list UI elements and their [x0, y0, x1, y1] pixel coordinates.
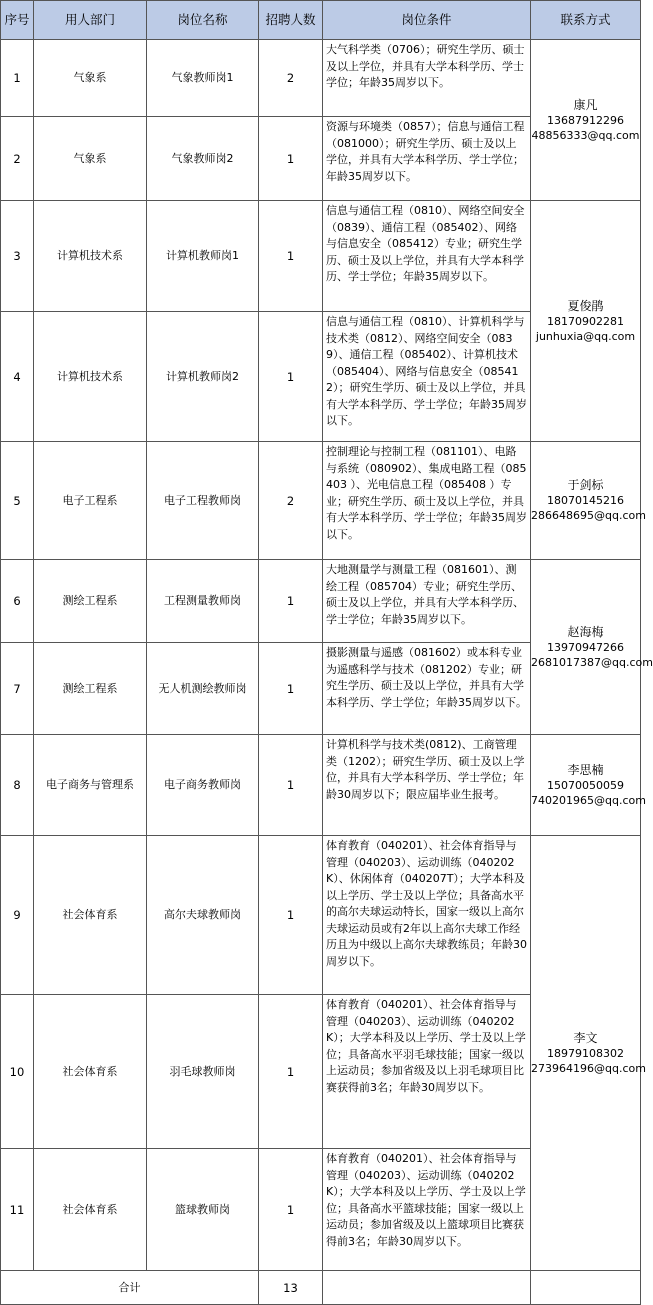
- contact-cell: [531, 560, 653, 735]
- total-empty: [531, 1271, 641, 1305]
- row-no: 9: [1, 836, 34, 995]
- row-post: 计算机教师岗2: [147, 312, 259, 442]
- row-dept: 计算机技术系: [34, 201, 147, 312]
- contact-email: 286648695@qq.com: [531, 509, 646, 522]
- row-post: 计算机教师岗1: [147, 201, 259, 312]
- row-conditions: 体育教育（040201）、社会体育指导与管理（040203）、运动训练（040202K）；大学本科及以上学历、学士及以上学位；具备高水平篮球技能；国家一级以上运动员；参加省级及以上篮球项目比赛获得前3名；年龄30周岁以下。: [323, 1149, 531, 1271]
- row-dept: 测绘工程系: [34, 643, 147, 735]
- contact-name: 夏俊鹃: [567, 298, 604, 313]
- header-count: 招聘人数: [259, 1, 323, 40]
- row-count: 2: [259, 40, 323, 117]
- row-count: 1: [259, 836, 323, 995]
- row-no: 10: [1, 995, 34, 1149]
- row-no: 1: [1, 40, 34, 117]
- row-dept: 气象系: [34, 40, 147, 117]
- row-count: 2: [259, 442, 323, 560]
- contact-cell: [531, 836, 646, 1271]
- total-row: [1, 1271, 641, 1305]
- row-conditions: 大地测量学与测量工程（081601）、测绘工程（085704）专业；研究生学历、硕士及以上学位，并具有大学本科学历、学士学位；年龄35周岁以下。: [323, 560, 531, 643]
- row-dept: 计算机技术系: [34, 312, 147, 442]
- row-count: 1: [259, 201, 323, 312]
- table-row: [1, 40, 641, 117]
- contact-name: 康凡: [573, 97, 598, 112]
- row-no: 4: [1, 312, 34, 442]
- contact-name: 赵海梅: [567, 624, 604, 639]
- total-empty: [323, 1271, 531, 1305]
- row-dept: 社会体育系: [34, 836, 147, 995]
- contact-cell: [531, 442, 646, 560]
- table-row: [1, 201, 641, 312]
- row-count: 1: [259, 1149, 323, 1271]
- contact-cell: [531, 201, 641, 442]
- row-no: 8: [1, 735, 34, 836]
- header-post: 岗位名称: [147, 1, 259, 40]
- contact-cell: [531, 735, 646, 836]
- row-conditions: 摄影测量与遥感（081602）或本科专业为遥感科学与技术（081202）专业；研究生学历、硕士及以上学位，并具有大学本科学历、学士学位；年龄35周岁以下。: [323, 643, 531, 735]
- contact-phone: 18979108302: [547, 1046, 624, 1060]
- contact-email: 273964196@qq.com: [531, 1061, 646, 1075]
- contact-phone: 15070050059: [547, 778, 624, 792]
- row-no: 3: [1, 201, 34, 312]
- row-conditions: 体育教育（040201）、社会体育指导与管理（040203）、运动训练（040202K）；大学本科及以上学历、学士及以上学位；具备高水平羽毛球技能；国家一级以上运动员；参加省级及以上羽毛球项目比赛获得前3名；年龄30周岁以下。: [323, 995, 531, 1149]
- header-dept: 用人部门: [34, 1, 147, 40]
- row-conditions: 信息与通信工程（0810）、计算机科学与技术类（0812）、网络空间安全（0839）、通信工程（085402）、计算机技术（085404）、网络与信息安全（085412）；研究生学历、硕士及以上学位，并具有大学本科学历、学士学位；年龄35周岁以下。: [323, 312, 531, 442]
- table-row: [1, 836, 641, 995]
- contact-cell: [531, 40, 641, 201]
- row-dept: 电子商务与管理系: [34, 735, 147, 836]
- row-conditions: 体育教育（040201）、社会体育指导与管理（040203）、运动训练（040202K）、休闲体育（040207T）；大学本科及以上学历、学士及以上学位；具备高水平的高尔夫球运动特长，国家一级以上高尔夫球运动员或有2年以上高尔夫球工作经历且为中级以上高尔夫球教练员；年龄30周岁以下。: [323, 836, 531, 995]
- row-no: 11: [1, 1149, 34, 1271]
- row-count: 1: [259, 735, 323, 836]
- table-row: [1, 735, 641, 836]
- contact-name: 李思楠: [567, 762, 604, 777]
- row-no: 2: [1, 117, 34, 201]
- row-dept: 社会体育系: [34, 995, 147, 1149]
- contact-name: 李文: [573, 1030, 598, 1045]
- row-post: 工程测量教师岗: [147, 560, 259, 643]
- row-dept: 气象系: [34, 117, 147, 201]
- row-count: 1: [259, 117, 323, 201]
- contact-email: 48856333@qq.com: [531, 128, 640, 142]
- contact-email: 2681017387@qq.com: [531, 655, 653, 669]
- contact-phone: 13687912296: [547, 113, 624, 127]
- table-row: [1, 442, 641, 560]
- row-count: 1: [259, 560, 323, 643]
- row-post: 无人机测绘教师岗: [147, 643, 259, 735]
- total-count: 13: [259, 1271, 323, 1305]
- total-label: 合计: [1, 1271, 259, 1305]
- row-count: 1: [259, 643, 323, 735]
- row-no: 7: [1, 643, 34, 735]
- row-post: 电子工程教师岗: [147, 442, 259, 560]
- row-conditions: 控制理论与控制工程（081101）、电路与系统（080902）、集成电路工程（085403 ）、光电信息工程（085408 ）专业；研究生学历、硕士及以上学位，并具有大学本科学历、学士学位；年龄35周岁以下。: [323, 442, 531, 560]
- header-no: 序号: [1, 1, 34, 40]
- row-post: 高尔夫球教师岗: [147, 836, 259, 995]
- contact-phone: 18070145216: [547, 494, 624, 507]
- row-post: 电子商务教师岗: [147, 735, 259, 836]
- row-conditions: 大气科学类（0706）；研究生学历、硕士及以上学位，并具有大学本科学历、学士学位；年龄35周岁以下。: [323, 40, 531, 117]
- header-contact: 联系方式: [531, 1, 641, 40]
- row-post: 气象教师岗1: [147, 40, 259, 117]
- row-dept: 社会体育系: [34, 1149, 147, 1271]
- row-no: 5: [1, 442, 34, 560]
- row-dept: 电子工程系: [34, 442, 147, 560]
- row-conditions: 信息与通信工程（0810）、网络空间安全（0839）、通信工程（085402）、网络与信息安全（085412）专业；研究生学历、硕士及以上学位，并具有大学本科学历、学士学位；年龄35周岁以下。: [323, 201, 531, 312]
- contact-phone: 13970947266: [547, 640, 624, 654]
- contact-email: junhuxia@qq.com: [535, 329, 636, 343]
- row-conditions: 计算机科学与技术类(0812)、工商管理类（1202）；研究生学历、硕士及以上学位，并具有大学本科学历、学士学位；年龄30周岁以下；限应届毕业生报考。: [323, 735, 531, 836]
- table-row: [1, 560, 641, 643]
- row-conditions: 资源与环境类（0857）；信息与通信工程（081000）；研究生学历、硕士及以上学位，并具有大学本科学历、学士学位；年龄35周岁以下。: [323, 117, 531, 201]
- row-count: 1: [259, 312, 323, 442]
- row-no: 6: [1, 560, 34, 643]
- contact-phone: 18170902281: [547, 314, 624, 328]
- row-post: 羽毛球教师岗: [147, 995, 259, 1149]
- row-dept: 测绘工程系: [34, 560, 147, 643]
- header-row: [1, 1, 641, 40]
- contact-name: 于剑标: [567, 478, 604, 492]
- row-post: 气象教师岗2: [147, 117, 259, 201]
- row-post: 篮球教师岗: [147, 1149, 259, 1271]
- header-conditions: 岗位条件: [323, 1, 531, 40]
- row-count: 1: [259, 995, 323, 1149]
- contact-email: 740201965@qq.com: [531, 793, 646, 807]
